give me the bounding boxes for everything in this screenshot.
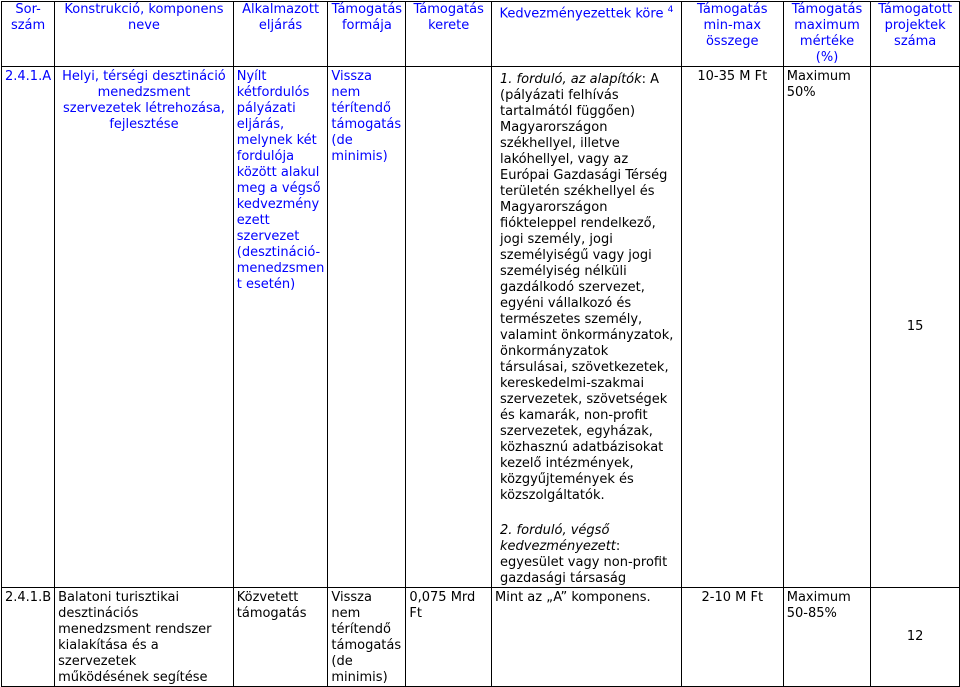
support-table bbox=[1, 1, 960, 687]
row-name: Helyi, térségi desztináció menedzsment szervezetek létrehozása, fejlesztése bbox=[55, 67, 234, 588]
header-budget: Támogatás kerete bbox=[406, 2, 492, 67]
row-beneficiaries: Mint az „A” komponens. bbox=[492, 588, 682, 687]
header-procedure: Alkalmazott eljárás bbox=[233, 2, 328, 67]
row-budget bbox=[406, 67, 492, 588]
header-row bbox=[2, 2, 960, 67]
row-count: 15 bbox=[871, 67, 960, 588]
row-form: Vissza nem térítendő támogatás (de minimis) bbox=[328, 588, 406, 687]
round1-text: A (pályázati felhívás tartalmától függően) Magyarországon székhellyel, illetve lakóhellyel, vagy az Európai Gazdasági Térség területén székhellyel és Magyarországon fiókteleppel rendelkező, jogi személy, jogi személyiségű vagy jogi személyiség nélküli gazdálkodó szervezet, egyéni vállalkozó és természetes személy, valamint önkormányzatok, önkormányzatok társulásai, szövetkezetek, kereskedelmi-szakmai szervezetek, szövetségek és kamarák, non-profit szervezetek, egyházak, közhasznú adatbázisokat kezelő intézmények, közgyűjtemények és közszolgáltatók. bbox=[500, 72, 674, 503]
row-minmax: 10-35 M Ft bbox=[681, 67, 783, 588]
row-beneficiaries bbox=[492, 67, 682, 588]
row-id: 2.4.1.B bbox=[2, 588, 55, 687]
table-row bbox=[2, 67, 960, 588]
round2-label: 2. forduló, végső kedvezményezett bbox=[500, 523, 616, 554]
header-beneficiaries bbox=[492, 2, 682, 67]
round2-block: 2. forduló, végső kedvezményezett: egyesület vagy non-profit gazdasági társaság bbox=[500, 523, 668, 586]
header-beneficiaries-label: Kedvezményezettek köre bbox=[499, 6, 664, 22]
round1-label: 1. forduló, az alapítók bbox=[500, 72, 642, 87]
row-procedure: Nyílt kétfordulós pályázati eljárás, melynek két fordulója között alakul meg a végső kedvezmény ezett szervezet (desztináció-menedzsmen t esetén) bbox=[233, 67, 328, 588]
row-count: 12 bbox=[871, 588, 960, 687]
row-maxrate: Maximum 50-85% bbox=[783, 588, 871, 687]
header-sorszam: Sor-szám bbox=[2, 2, 55, 67]
row-id: 2.4.1.A bbox=[2, 67, 55, 588]
row-procedure: Közvetett támogatás bbox=[233, 588, 328, 687]
row-form: Vissza nem térítendő támogatás (de minimis) bbox=[328, 67, 406, 588]
header-beneficiaries-footnote: 4 bbox=[667, 5, 674, 15]
table-row bbox=[2, 588, 960, 687]
header-form: Támogatás formája bbox=[328, 2, 406, 67]
header-minmax: Támogatás min-max összege bbox=[681, 2, 783, 67]
round1-block: 1. forduló, az alapítók: A (pályázati felhívás tartalmától függően) Magyarországon székhellyel, illetve lakóhellyel, vagy az Európai Gazdasági Térség területén székhellyel és Magyarországon fiókteleppel rendelkező, jogi személy, jogi személyiségű vagy jogi személyiség nélküli gazdálkodó szervezet, egyéni vállalkozó és természetes személy, valamint önkormányzatok, önkormányzatok társulásai, szövetkezetek, kereskedelmi-szakmai szervezetek, szövetségek és kamarák, non-profit szervezetek, egyházak, közhasznú adatbázisokat kezelő intézmények, közgyűjtemények és közszolgáltatók. bbox=[500, 72, 674, 503]
row-budget: 0,075 Mrd Ft bbox=[406, 588, 492, 687]
row-maxrate: Maximum 50% bbox=[783, 67, 871, 588]
header-maxrate: Támogatás maximum mértéke (%) bbox=[783, 2, 871, 67]
row-name: Balatoni turisztikai desztinációs menedzsment rendszer kialakítása és a szervezetek működésének segítése bbox=[55, 588, 234, 687]
header-count: Támogatott projektek száma bbox=[871, 2, 960, 67]
row-minmax: 2-10 M Ft bbox=[681, 588, 783, 687]
round2-text: egyesület vagy non-profit gazdasági társaság bbox=[500, 555, 668, 586]
header-name: Konstrukció, komponens neve bbox=[55, 2, 234, 67]
